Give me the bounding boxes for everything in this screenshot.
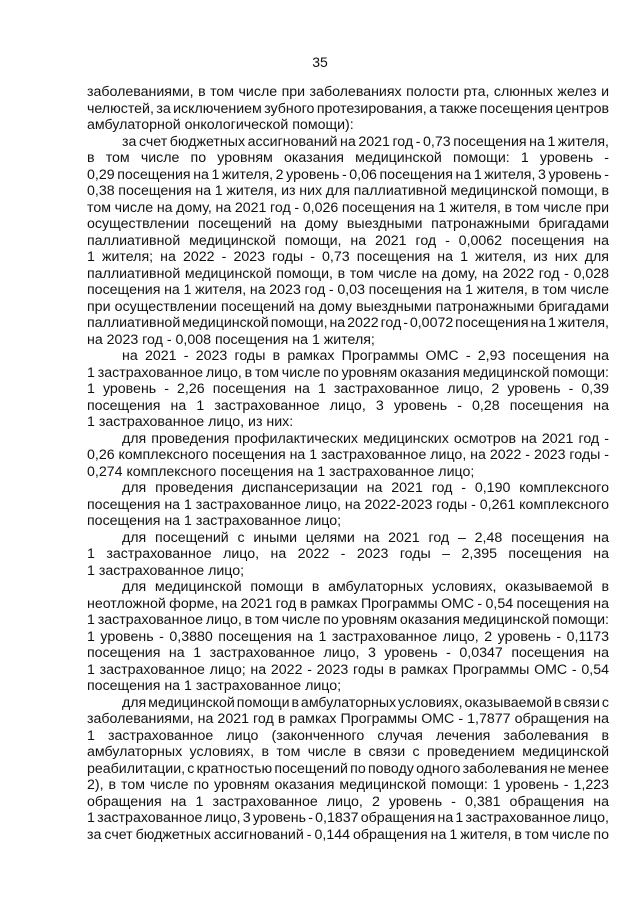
document-body xyxy=(87,84,609,843)
line-text: 0,274 комплексного посещения на 1 застрахованное лицо; xyxy=(87,463,475,480)
line-text: для проведения диспансеризации на 2021 год - 0,190 комплексного xyxy=(122,480,609,496)
line-text: паллиативной медицинской помощи, в том числе на дому, на 2022 год - 0,028 xyxy=(87,265,609,282)
text-line xyxy=(87,827,609,844)
line-text: амбулаторной онкологической помощи): xyxy=(87,117,354,133)
line-text: 0,38 посещения на 1 жителя, из них для паллиативной медицинской помощи, в xyxy=(87,183,609,199)
line-text: обращения на 1 застрахованное лицо, 2 уровень - 0,381 обращения на xyxy=(87,793,609,810)
line-text: 2), в том числе по уровням оказания медицинской помощи: 1 уровень - 1,223 xyxy=(87,777,609,793)
text-line xyxy=(87,563,609,580)
text-line xyxy=(87,200,609,217)
text-line xyxy=(87,249,609,266)
text-line xyxy=(87,150,609,167)
paragraph-first-line xyxy=(87,530,609,547)
line-text: при осуществлении посещений на дому выездными патронажными бригадами xyxy=(87,298,609,315)
line-text: посещения на 1 застрахованное лицо, 3 уровень - 0,28 посещения на xyxy=(87,397,609,414)
text-line xyxy=(87,216,609,233)
line-text: паллиативной медицинской помощи, на 2022 год - 0,0072 посещения на 1 жителя, xyxy=(87,315,609,331)
line-text: амбулаторных условиях, в том числе в связи с проведением медицинской xyxy=(87,744,609,760)
text-line xyxy=(87,332,609,349)
text-line xyxy=(87,365,609,382)
line-text: за счет бюджетных ассигнований - 0,144 обращения на 1 жителя, в том числе по xyxy=(87,826,609,843)
line-text: 0,26 комплексного посещения на 1 застрахованное лицо, на 2022 - 2023 годы - xyxy=(87,447,609,463)
text-line xyxy=(87,315,609,332)
line-text: для медицинской помощи в амбулаторных условиях, оказываемой в xyxy=(122,579,609,595)
text-line xyxy=(87,794,609,811)
line-text: осуществлении посещений на дому выездными патронажными бригадами xyxy=(87,216,609,232)
line-text: неотложной форме, на 2021 год в рамках Программы ОМС - 0,54 посещения на xyxy=(87,595,609,612)
line-text: за счет бюджетных ассигнований на 2021 год - 0,73 посещения на 1 жителя, xyxy=(122,133,609,150)
line-text: 1 застрахованное лицо; на 2022 - 2023 годы в рамках Программы ОМС - 0,54 xyxy=(87,661,609,678)
text-line xyxy=(87,711,609,728)
line-text: заболеваниями, на 2021 год в рамках Программы ОМС - 1,7877 обращения на xyxy=(87,711,609,727)
text-line xyxy=(87,381,609,398)
paragraph-first-line xyxy=(87,480,609,497)
text-line xyxy=(87,546,609,563)
line-text: 1 застрахованное лицо, 3 уровень - 0,1837 обращения на 1 застрахованное лицо, xyxy=(87,810,609,826)
text-line xyxy=(87,662,609,679)
text-line xyxy=(87,101,609,118)
line-text: посещения на 1 жителя, на 2023 год - 0,03 посещения на 1 жителя, в том числе xyxy=(87,282,609,298)
line-text: посещения на 1 застрахованное лицо; xyxy=(87,678,342,694)
text-line xyxy=(87,84,609,101)
text-line xyxy=(87,497,609,514)
text-line xyxy=(87,645,609,662)
line-text: 1 застрахованное лицо, из них: xyxy=(87,414,294,430)
text-line xyxy=(87,678,609,695)
line-text: 1 застрахованное лицо; xyxy=(87,562,245,579)
text-line xyxy=(87,266,609,283)
line-text: 1 застрахованное лицо, в том числе по уровням оказания медицинской помощи: xyxy=(87,612,609,628)
text-line xyxy=(87,117,609,134)
text-line xyxy=(87,513,609,530)
paragraph-first-line xyxy=(87,431,609,448)
text-line xyxy=(87,167,609,184)
line-text: для посещений с иными целями на 2021 год – 2,48 посещения на xyxy=(122,529,609,546)
line-text: в том числе по уровням оказания медицинской помощи: 1 уровень - xyxy=(87,150,609,166)
text-line xyxy=(87,183,609,200)
text-line xyxy=(87,398,609,415)
text-line xyxy=(87,596,609,613)
line-text: на 2021 - 2023 годы в рамках Программы ОМС - 2,93 посещения на xyxy=(122,348,609,364)
text-line xyxy=(87,414,609,431)
text-line xyxy=(87,612,609,629)
paragraph-first-line xyxy=(87,695,609,712)
text-line xyxy=(87,282,609,299)
text-line xyxy=(87,810,609,827)
line-text: 1 застрахованное лицо, на 2022 - 2023 годы – 2,395 посещения на xyxy=(87,546,609,562)
text-line xyxy=(87,464,609,481)
line-text: 1 уровень - 0,3880 посещения на 1 застрахованное лицо, 2 уровень - 0,1173 xyxy=(87,628,609,645)
paragraph-first-line xyxy=(87,348,609,365)
page-number: 35 xyxy=(312,54,328,70)
line-text: челюстей, за исключением зубного протезирования, а также посещения центров xyxy=(87,100,609,117)
line-text: 0,29 посещения на 1 жителя, 2 уровень - 0,06 посещения на 1 жителя, 3 уровень - xyxy=(87,166,609,183)
line-text: том числе на дому, на 2021 год - 0,026 посещения на 1 жителя, в том числе при xyxy=(87,199,609,216)
text-line xyxy=(87,777,609,794)
line-text: для проведения профилактических медицинских осмотров на 2021 год - xyxy=(122,430,609,447)
line-text: 1 застрахованное лицо (законченного случая лечения заболевания в xyxy=(87,727,609,744)
text-line xyxy=(87,744,609,761)
line-text: заболеваниями, в том числе при заболеваниях полости рта, слюнных желез и xyxy=(87,84,609,100)
text-line xyxy=(87,233,609,250)
text-line xyxy=(87,629,609,646)
text-line xyxy=(87,761,609,778)
line-text: на 2023 год - 0,008 посещения на 1 жителя; xyxy=(87,331,375,348)
line-text: посещения на 1 застрахованное лицо, 3 уровень - 0,0347 посещения на xyxy=(87,645,609,661)
line-text: посещения на 1 застрахованное лицо, на 2022-2023 годы - 0,261 комплексного xyxy=(87,496,609,513)
line-text: 1 застрахованное лицо, в том числе по уровням оказания медицинской помощи: xyxy=(87,364,609,381)
text-line xyxy=(87,299,609,316)
line-text: реабилитации, с кратностью посещений по поводу одного заболевания не менее xyxy=(87,760,609,777)
paragraph-first-line xyxy=(87,579,609,596)
line-text: для медицинской помощи в амбулаторных условиях, оказываемой в связи с xyxy=(122,694,609,711)
text-line xyxy=(87,728,609,745)
paragraph-first-line xyxy=(87,134,609,151)
line-text: 1 жителя; на 2022 - 2023 годы - 0,73 посещения на 1 жителя, из них для xyxy=(87,249,609,265)
line-text: 1 уровень - 2,26 посещения на 1 застрахованное лицо, 2 уровень - 0,39 xyxy=(87,381,609,397)
line-text: паллиативной медицинской помощи, на 2021 год - 0,0062 посещения на xyxy=(87,232,609,249)
text-line xyxy=(87,447,609,464)
line-text: посещения на 1 застрахованное лицо; xyxy=(87,513,342,529)
